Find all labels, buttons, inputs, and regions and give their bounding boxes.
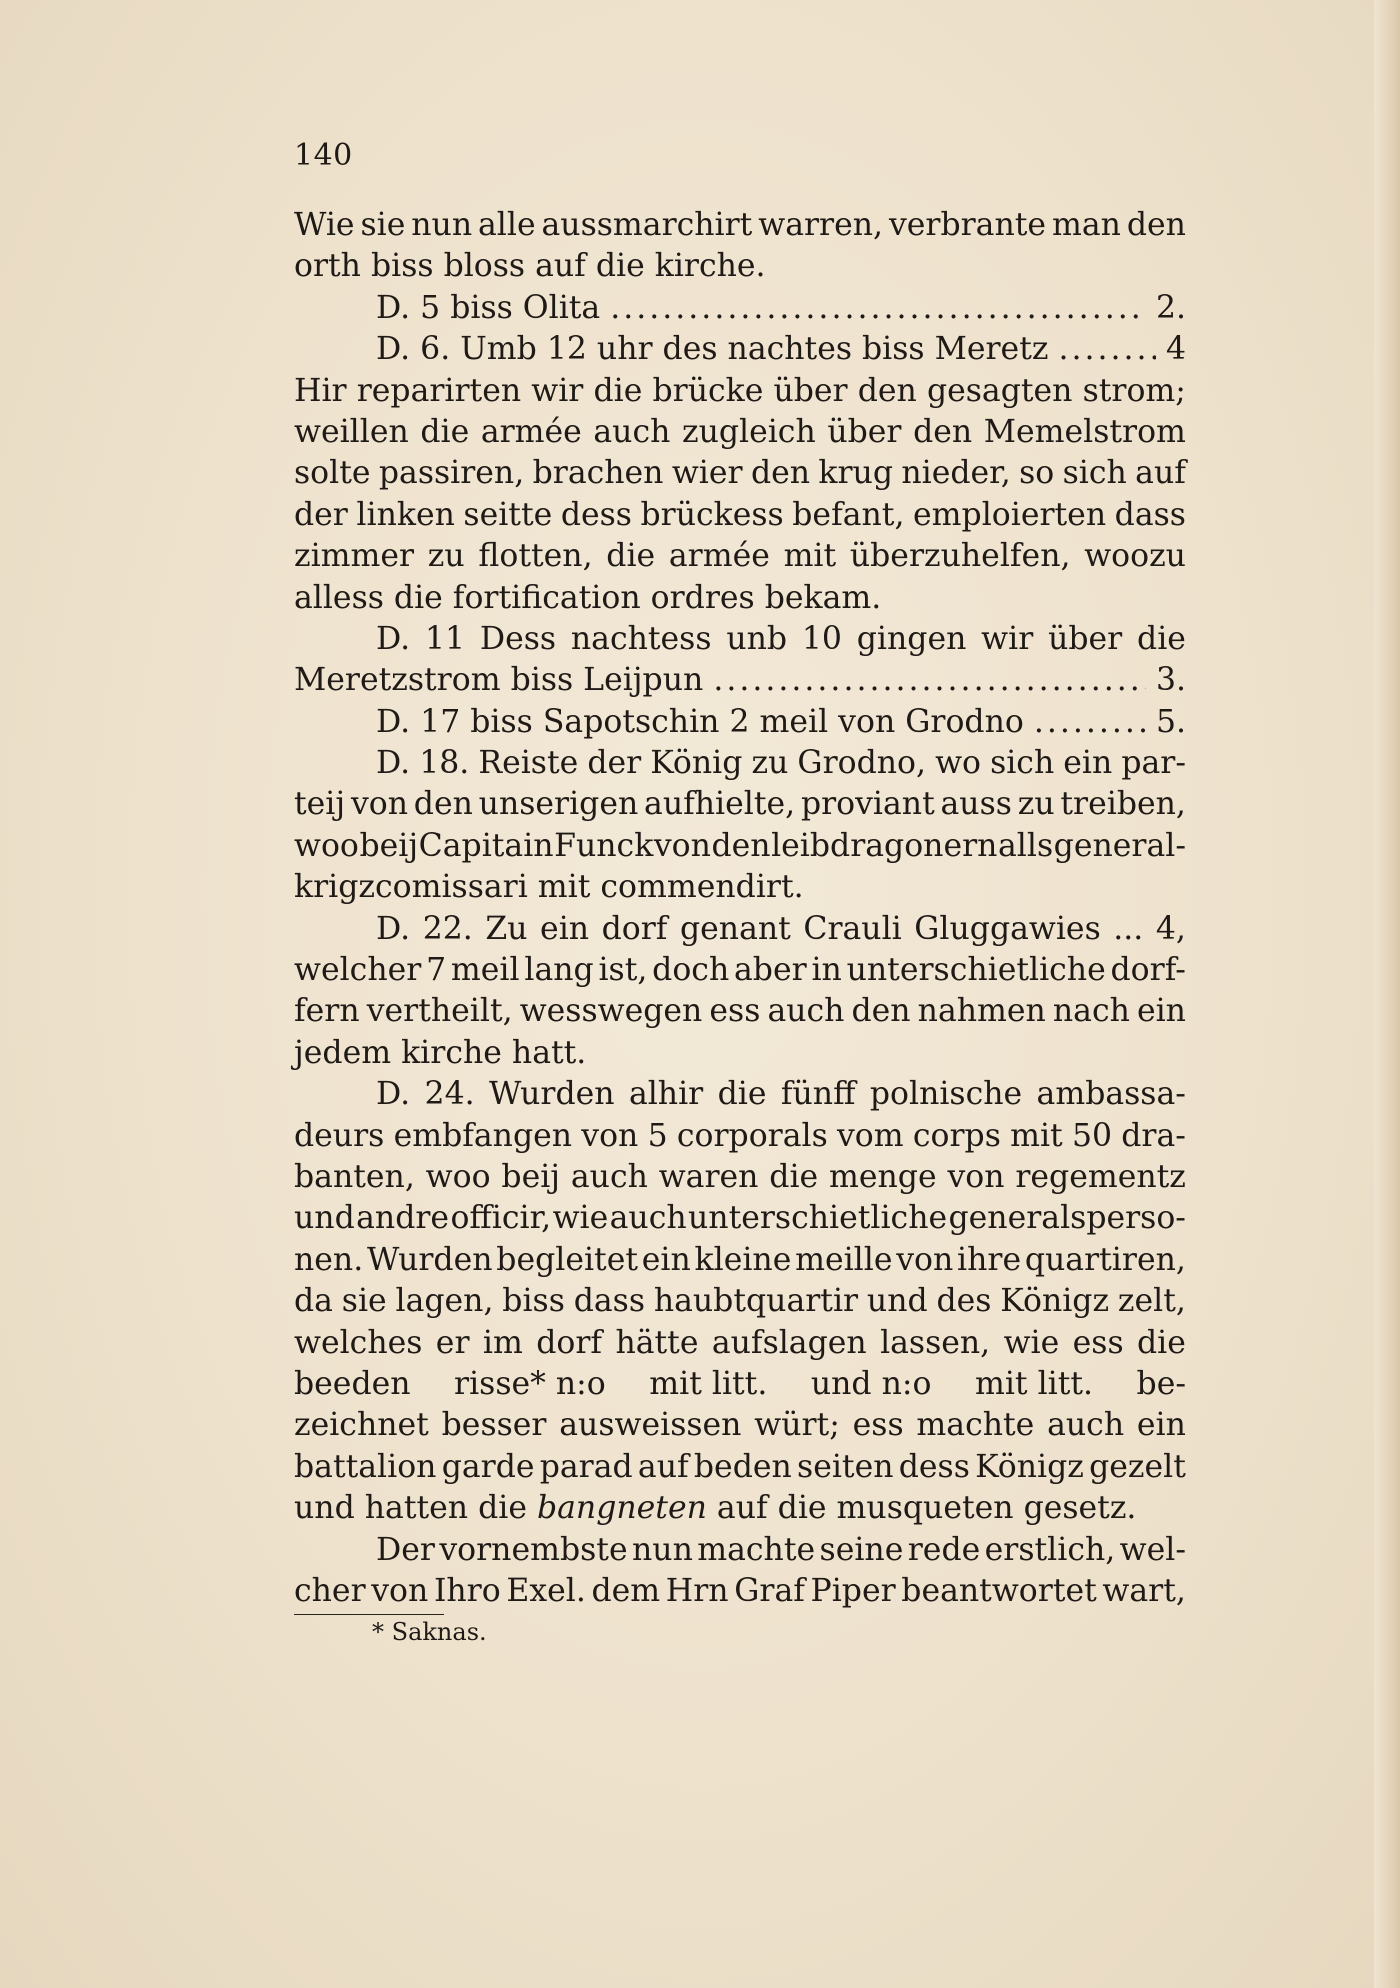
word: die: [769, 1158, 819, 1195]
word: alle: [478, 207, 536, 243]
text-line: [294, 1074, 1186, 1115]
text-line: [294, 660, 1186, 701]
word: solte: [294, 455, 371, 492]
word: weillen: [294, 413, 409, 450]
word: nieder,: [901, 455, 1011, 492]
word: fern: [294, 993, 360, 1030]
word: welcher: [294, 952, 422, 989]
word: den: [1126, 207, 1186, 243]
word: par-: [1121, 745, 1186, 782]
word: meil: [450, 952, 520, 989]
word: hätte: [615, 1324, 699, 1361]
word: doch: [652, 952, 730, 989]
word: auch: [1047, 1407, 1125, 1444]
word: lassen,: [880, 1324, 991, 1361]
word: 18.: [419, 745, 470, 782]
word: aufhielte,: [644, 786, 796, 823]
text-line: [294, 1198, 1186, 1239]
word: corporals: [676, 1117, 828, 1154]
word: Zu: [485, 910, 528, 947]
word: 5: [647, 1117, 668, 1154]
text-line: [294, 246, 1186, 287]
text-line: [294, 412, 1186, 453]
word: die: [1137, 620, 1186, 657]
word: Graf: [734, 1572, 805, 1609]
entry-distance: 5.: [1155, 703, 1186, 740]
text-line: [294, 867, 1186, 908]
dot-leader: [610, 288, 1146, 329]
word: man: [1051, 207, 1121, 243]
word: Wurden: [366, 1241, 493, 1278]
word: so: [1019, 455, 1055, 492]
word: auf: [637, 1448, 689, 1485]
word: brückess: [640, 496, 784, 533]
word: deurs: [294, 1117, 385, 1154]
word: überzuhelfen,: [849, 538, 1071, 575]
text-line: [294, 578, 1186, 619]
word: lagen,: [395, 1283, 494, 1320]
word: alls: [998, 827, 1054, 864]
word: er: [435, 1324, 470, 1361]
word: über: [1048, 620, 1123, 657]
word: nen.: [294, 1241, 364, 1278]
word: und n:o: [810, 1365, 932, 1402]
word: zugleich: [681, 413, 816, 450]
word: von: [653, 827, 711, 864]
word: Dess: [479, 620, 557, 657]
word: sie: [360, 207, 406, 243]
word: lang: [524, 952, 594, 989]
word: ess: [709, 993, 761, 1030]
word: nahmen: [917, 993, 1046, 1030]
word: krug: [818, 455, 893, 492]
word: wir: [531, 372, 584, 409]
word: Königz: [975, 1448, 1084, 1485]
word: der: [587, 745, 642, 782]
word: vom: [836, 1117, 904, 1154]
word: officir,: [450, 1200, 552, 1237]
entry-distance: 3.: [1155, 662, 1186, 699]
word: ...: [1113, 910, 1144, 947]
word: quartiren,: [1024, 1241, 1186, 1278]
word: Piper: [810, 1572, 896, 1609]
word: Capitain: [418, 827, 554, 864]
word: emploierten: [913, 496, 1107, 533]
word: wel-: [1119, 1531, 1186, 1568]
word: linken: [356, 496, 455, 533]
text-line: [294, 371, 1186, 412]
word: Crauli: [803, 910, 902, 947]
word: aufslagen: [711, 1324, 867, 1361]
word: haubtquartir: [653, 1283, 859, 1320]
word: D.: [376, 620, 411, 657]
word: Exel.: [506, 1572, 586, 1609]
word: armée: [668, 538, 770, 575]
word: 24.: [424, 1076, 475, 1113]
word: brücke: [652, 372, 764, 409]
text-line: [294, 1447, 1186, 1488]
word: wesswegen: [519, 993, 703, 1030]
word: die: [606, 538, 656, 575]
word: 22.: [422, 910, 473, 947]
text-line: [294, 1571, 1186, 1612]
word: würt;: [754, 1407, 840, 1444]
word: machte: [697, 1531, 816, 1568]
word: nachtess: [570, 620, 712, 657]
word: passiren,: [378, 455, 525, 492]
line-text: orth biss bloss auf die kirche.: [294, 248, 766, 285]
text-line: [294, 329, 1186, 370]
text-line: [294, 453, 1186, 494]
word: begleitet: [496, 1241, 639, 1278]
word: unterschietliche: [846, 952, 1106, 989]
word: ein: [540, 910, 590, 947]
word: 50: [1071, 1117, 1113, 1154]
text-line: [294, 1488, 1186, 1529]
line-text: alless die fortification ordres bekam.: [294, 579, 882, 616]
word: zu: [427, 538, 465, 575]
line-text: auf die musqueten gesetz.: [706, 1490, 1137, 1527]
word: alhir: [628, 1076, 704, 1113]
word: ein: [1063, 745, 1113, 782]
word: mit litt.: [974, 1365, 1094, 1402]
word: seine: [819, 1531, 904, 1568]
word: den: [857, 372, 917, 409]
word: den: [711, 827, 771, 864]
dot-leader: [713, 660, 1146, 701]
word: der: [294, 496, 348, 533]
word: Wurden: [489, 1076, 615, 1113]
word: parad: [539, 1448, 633, 1485]
word: armée: [480, 413, 582, 450]
word: treiben,: [1060, 786, 1186, 823]
entry-text: D. 5 biss Olita: [376, 289, 601, 326]
word: banten,: [294, 1158, 415, 1195]
word: cher: [294, 1572, 366, 1609]
word: auch: [767, 993, 845, 1030]
line-text: jedem kirche hatt.: [294, 1034, 587, 1071]
word: wie: [1003, 1324, 1060, 1361]
word: Ihro: [433, 1572, 501, 1609]
word: mit: [783, 538, 837, 575]
word: wir: [981, 620, 1034, 657]
word: Gluggawies: [914, 910, 1101, 947]
word: seiten: [797, 1448, 894, 1485]
text-line: [294, 288, 1186, 329]
word: von: [947, 1158, 1005, 1195]
word: und: [294, 1200, 355, 1237]
word: ess: [1072, 1324, 1124, 1361]
word: von: [371, 1572, 429, 1609]
word: kleine: [694, 1241, 792, 1278]
word: gesagten: [926, 372, 1073, 409]
word: zeichnet: [294, 1407, 429, 1444]
text-line: [294, 1281, 1186, 1322]
word: 4,: [1155, 910, 1186, 947]
word: nach: [1052, 993, 1130, 1030]
word: Funck: [554, 827, 654, 864]
word: beantwortet: [901, 1572, 1097, 1609]
word: von: [896, 1241, 954, 1278]
word: nun: [411, 207, 473, 243]
word: vertheilt,: [366, 993, 513, 1030]
word: ihre: [957, 1241, 1022, 1278]
word: fünff: [780, 1076, 856, 1113]
word: reparirten: [356, 372, 522, 409]
word: gezelt: [1089, 1448, 1186, 1485]
word: brachen: [532, 455, 664, 492]
word: strom;: [1082, 372, 1186, 409]
word: Königz: [1000, 1283, 1110, 1320]
word: gingen: [856, 620, 967, 657]
word: besser: [441, 1407, 547, 1444]
dot-leader: [1034, 702, 1146, 743]
word: die: [420, 413, 470, 450]
word: den: [913, 413, 973, 450]
word: unserigen: [478, 786, 639, 823]
entry-text: D. 17 biss Sapotschin 2 meil von Grodno: [376, 703, 1024, 740]
entry-text: D. 6. Umb 12 uhr des nachtes biss Meretz: [376, 331, 1049, 368]
text-line: [294, 1116, 1186, 1157]
word: leibdragonern: [771, 827, 998, 864]
word: 7: [426, 952, 447, 989]
word: aber: [734, 952, 807, 989]
word: warren,: [758, 207, 884, 243]
word: woo: [294, 827, 359, 864]
text-line: [294, 784, 1186, 825]
text-line: [294, 1240, 1186, 1281]
word: und: [866, 1283, 928, 1320]
word: biss: [502, 1283, 565, 1320]
text-line: [294, 205, 1186, 246]
word: ist,: [598, 952, 648, 989]
dot-leader: [1058, 329, 1156, 370]
word: den: [413, 786, 473, 823]
word: des: [936, 1283, 992, 1320]
word: in: [811, 952, 842, 989]
word: vornembste: [439, 1531, 628, 1568]
entry-distance: 2.: [1155, 289, 1186, 326]
word: da: [294, 1283, 333, 1320]
word: über: [827, 413, 902, 450]
word: proviant: [800, 786, 935, 823]
word: Der: [376, 1531, 435, 1568]
word: die: [1137, 1324, 1186, 1361]
text-line: [294, 909, 1186, 950]
word: auch: [609, 1200, 687, 1237]
word: ausweissen: [559, 1407, 742, 1444]
word: ein: [1136, 993, 1186, 1030]
word: wo: [935, 745, 982, 782]
word: die: [717, 1076, 767, 1113]
word: dorf: [601, 910, 668, 947]
word: von: [581, 1117, 639, 1154]
word: Wie: [294, 207, 355, 243]
word: auch: [570, 1158, 648, 1195]
line-text: krigzcomissari mit commendirt.: [294, 869, 804, 906]
word: auss: [940, 786, 1012, 823]
text-line: [294, 1033, 1186, 1074]
line-text: und hatten die: [294, 1490, 537, 1527]
word: dess: [560, 496, 632, 533]
word: beij: [359, 827, 419, 864]
word: dess: [898, 1448, 970, 1485]
word: dass: [573, 1283, 645, 1320]
word: wie: [552, 1200, 609, 1237]
entry-distance: 4: [1165, 331, 1186, 368]
page-edge: [1374, 0, 1400, 1988]
page-number: 140: [294, 138, 353, 173]
word: D.: [376, 745, 411, 782]
word: auf: [1135, 455, 1186, 492]
word: generalsperso-: [948, 1200, 1186, 1237]
word: machte: [916, 1407, 1035, 1444]
text-line: [294, 1405, 1186, 1446]
word: Hrn: [665, 1572, 729, 1609]
text-line: [294, 1530, 1186, 1571]
word: mit litt.: [649, 1365, 768, 1402]
word: mit: [1010, 1117, 1063, 1154]
text-line: [294, 619, 1186, 660]
word: ess: [852, 1407, 904, 1444]
word: flotten,: [478, 538, 593, 575]
word: befant,: [792, 496, 905, 533]
word: den: [750, 455, 811, 492]
word: wier: [671, 455, 743, 492]
word: unterschietliche: [688, 1200, 948, 1237]
word: dra-: [1121, 1117, 1186, 1154]
word: erstlich,: [984, 1531, 1116, 1568]
word: beden: [693, 1448, 792, 1485]
word: zelt,: [1117, 1283, 1186, 1320]
word: sich: [1062, 455, 1127, 492]
word: be-: [1136, 1365, 1186, 1402]
word: corps: [912, 1117, 1001, 1154]
text-line: [294, 536, 1186, 577]
word: ein: [1136, 1407, 1186, 1444]
word: woo: [425, 1158, 491, 1195]
word: polnische: [869, 1076, 1023, 1113]
word: ein: [641, 1241, 691, 1278]
word: menge: [829, 1158, 937, 1195]
word: zu: [751, 745, 789, 782]
text-line: [294, 495, 1186, 536]
text-line: [294, 991, 1186, 1032]
word: über: [773, 372, 848, 409]
word: rede: [907, 1531, 981, 1568]
entry-text: Meretzstrom biss Leijpun: [294, 662, 704, 699]
word: D.: [376, 910, 411, 947]
word: zimmer: [294, 538, 415, 575]
italic-word: bangneten: [536, 1490, 707, 1527]
word: 10: [801, 620, 842, 657]
word: waren: [658, 1158, 759, 1195]
text-line: [294, 1323, 1186, 1364]
word: Hir: [294, 372, 347, 409]
text-line: [294, 702, 1186, 743]
word: den: [851, 993, 911, 1030]
word: Memelstrom: [983, 413, 1186, 450]
word: aussmarchirt: [541, 207, 753, 243]
word: general-: [1053, 827, 1186, 864]
word: König: [650, 745, 743, 782]
text-line: [294, 1364, 1186, 1405]
word: auch: [593, 413, 671, 450]
word: andre: [356, 1200, 450, 1237]
word: embfangen: [393, 1117, 573, 1154]
word: verbrante: [888, 207, 1047, 243]
word: seitte: [463, 496, 553, 533]
word: woozu: [1084, 538, 1186, 575]
word: beij: [501, 1158, 561, 1195]
word: beeden: [294, 1365, 411, 1402]
word: sich: [990, 745, 1055, 782]
word: garde: [441, 1448, 535, 1485]
word: meille: [795, 1241, 893, 1278]
word: Reiste: [478, 745, 579, 782]
word: die: [593, 372, 643, 409]
word: battalion: [294, 1448, 437, 1485]
word: D.: [376, 1076, 411, 1113]
word: wart,: [1102, 1572, 1186, 1609]
text-line: [294, 1157, 1186, 1198]
word: Grodno,: [797, 745, 927, 782]
word: dorf-: [1110, 952, 1186, 989]
word: dass: [1114, 496, 1186, 533]
body-text: [294, 205, 1186, 1612]
word: risse* n:o: [454, 1365, 606, 1402]
word: sie: [341, 1283, 387, 1320]
footnote: * Saknas.: [372, 1618, 487, 1646]
word: ambassa-: [1036, 1076, 1186, 1113]
word: unb: [726, 620, 788, 657]
word: 11: [424, 620, 466, 657]
word: im: [482, 1324, 523, 1361]
word: nun: [632, 1531, 693, 1568]
word: zu: [1017, 786, 1055, 823]
word: von: [350, 786, 408, 823]
text-line: [294, 743, 1186, 784]
word: regementz: [1015, 1158, 1186, 1195]
word: dem: [591, 1572, 661, 1609]
word: genant: [679, 910, 791, 947]
text-line: [294, 826, 1186, 867]
word: welches: [294, 1324, 423, 1361]
word: teij: [294, 786, 346, 823]
text-line: [294, 950, 1186, 991]
word: dorf: [536, 1324, 603, 1361]
